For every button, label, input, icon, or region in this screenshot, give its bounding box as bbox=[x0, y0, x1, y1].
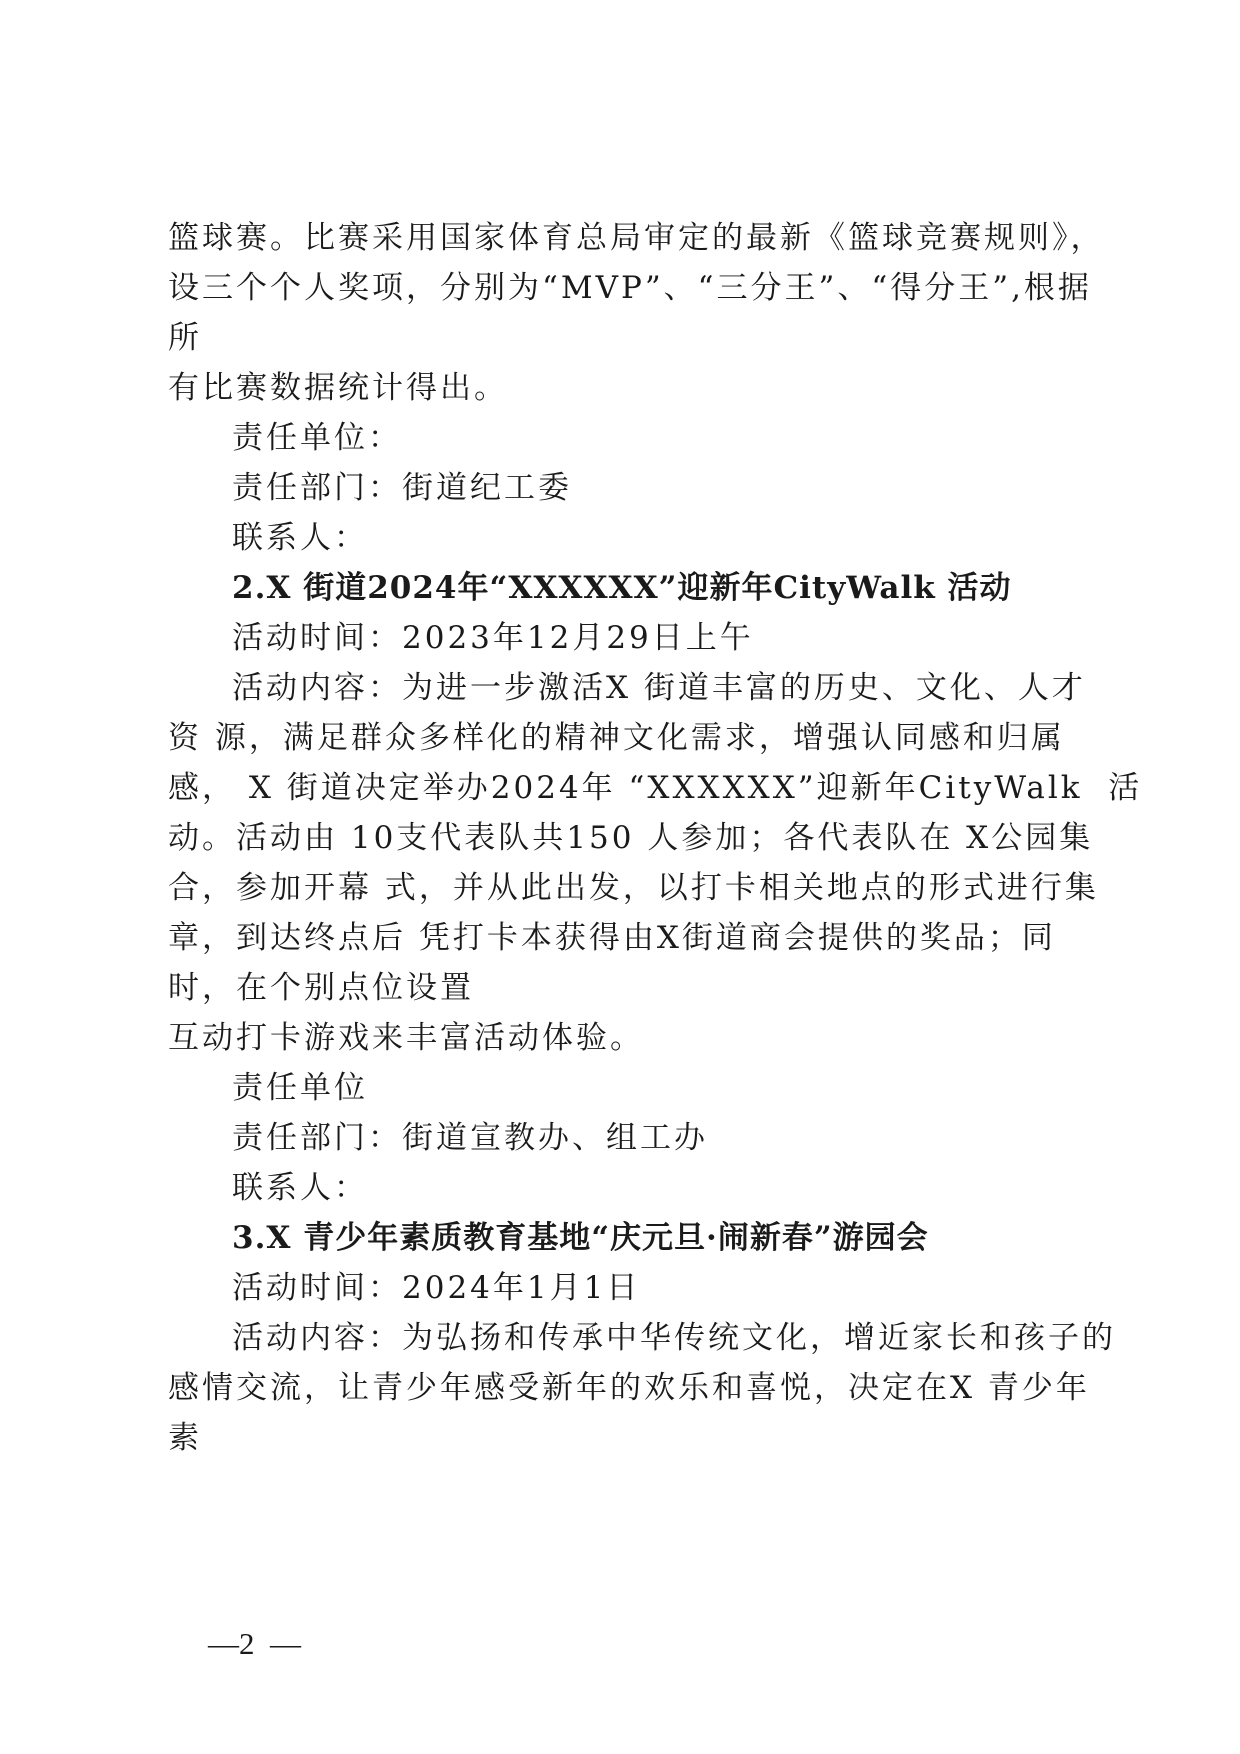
paragraph-line: 设三个个人奖项，分别为“MVP”、“三分王”、“得分王”,根据 bbox=[168, 270, 1092, 306]
paragraph-line: 感， X 街道决定举办2024年 “XXXXXX”迎新年CityWalk 活 bbox=[168, 770, 1143, 806]
section-heading: 2.X 街道2024年“XXXXXX”迎新年CityWalk 活动 bbox=[232, 570, 1012, 606]
paragraph-line: 合，参加开幕 式，并从此出发，以打卡相关地点的形式进行集 bbox=[168, 870, 1099, 906]
paragraph-line: 感情交流，让青少年感受新年的欢乐和喜悦，决定在X 青少年 bbox=[168, 1370, 1090, 1406]
contact-label: 联系人： bbox=[232, 520, 368, 556]
responsible-unit-label: 责任单位： bbox=[232, 420, 402, 456]
paragraph-line: 时，在个别点位设置 bbox=[168, 970, 474, 1006]
page-number: —2 — bbox=[208, 1626, 301, 1661]
paragraph-line: 互动打卡游戏来丰富活动体验。 bbox=[168, 1020, 644, 1056]
paragraph-line: 资 源，满足群众多样化的精神文化需求，增强认同感和归属 bbox=[168, 720, 1065, 756]
responsible-dept-line: 责任部门：街道宣教办、组工办 bbox=[232, 1120, 708, 1156]
activity-content-line: 活动内容：为进一步激活X 街道丰富的历史、文化、人才 bbox=[232, 670, 1086, 706]
paragraph-line: 篮球赛。比赛采用国家体育总局审定的最新《篮球竞赛规则》， bbox=[168, 220, 1105, 256]
paragraph-line: 所 bbox=[168, 320, 202, 356]
paragraph-line: 章，到达终点后 凭打卡本获得由X街道商会提供的奖品；同 bbox=[168, 920, 1056, 956]
paragraph-line: 素 bbox=[168, 1420, 202, 1456]
paragraph-line: 有比赛数据统计得出。 bbox=[168, 370, 508, 406]
responsible-dept-line: 责任部门：街道纪工委 bbox=[232, 470, 572, 506]
section-heading: 3.X 青少年素质教育基地“庆元旦·闹新春”游园会 bbox=[232, 1220, 929, 1256]
paragraph-line: 动。活动由 10支代表队共150 人参加；各代表队在 X公园集 bbox=[168, 820, 1094, 856]
responsible-unit-label: 责任单位 bbox=[232, 1070, 368, 1106]
activity-time-line: 活动时间：2023年12月29日上午 bbox=[232, 620, 754, 656]
activity-content-line: 活动内容：为弘扬和传承中华传统文化，增近家长和孩子的 bbox=[232, 1320, 1116, 1356]
activity-time-line: 活动时间：2024年1月1日 bbox=[232, 1270, 641, 1306]
contact-label: 联系人： bbox=[232, 1170, 368, 1206]
